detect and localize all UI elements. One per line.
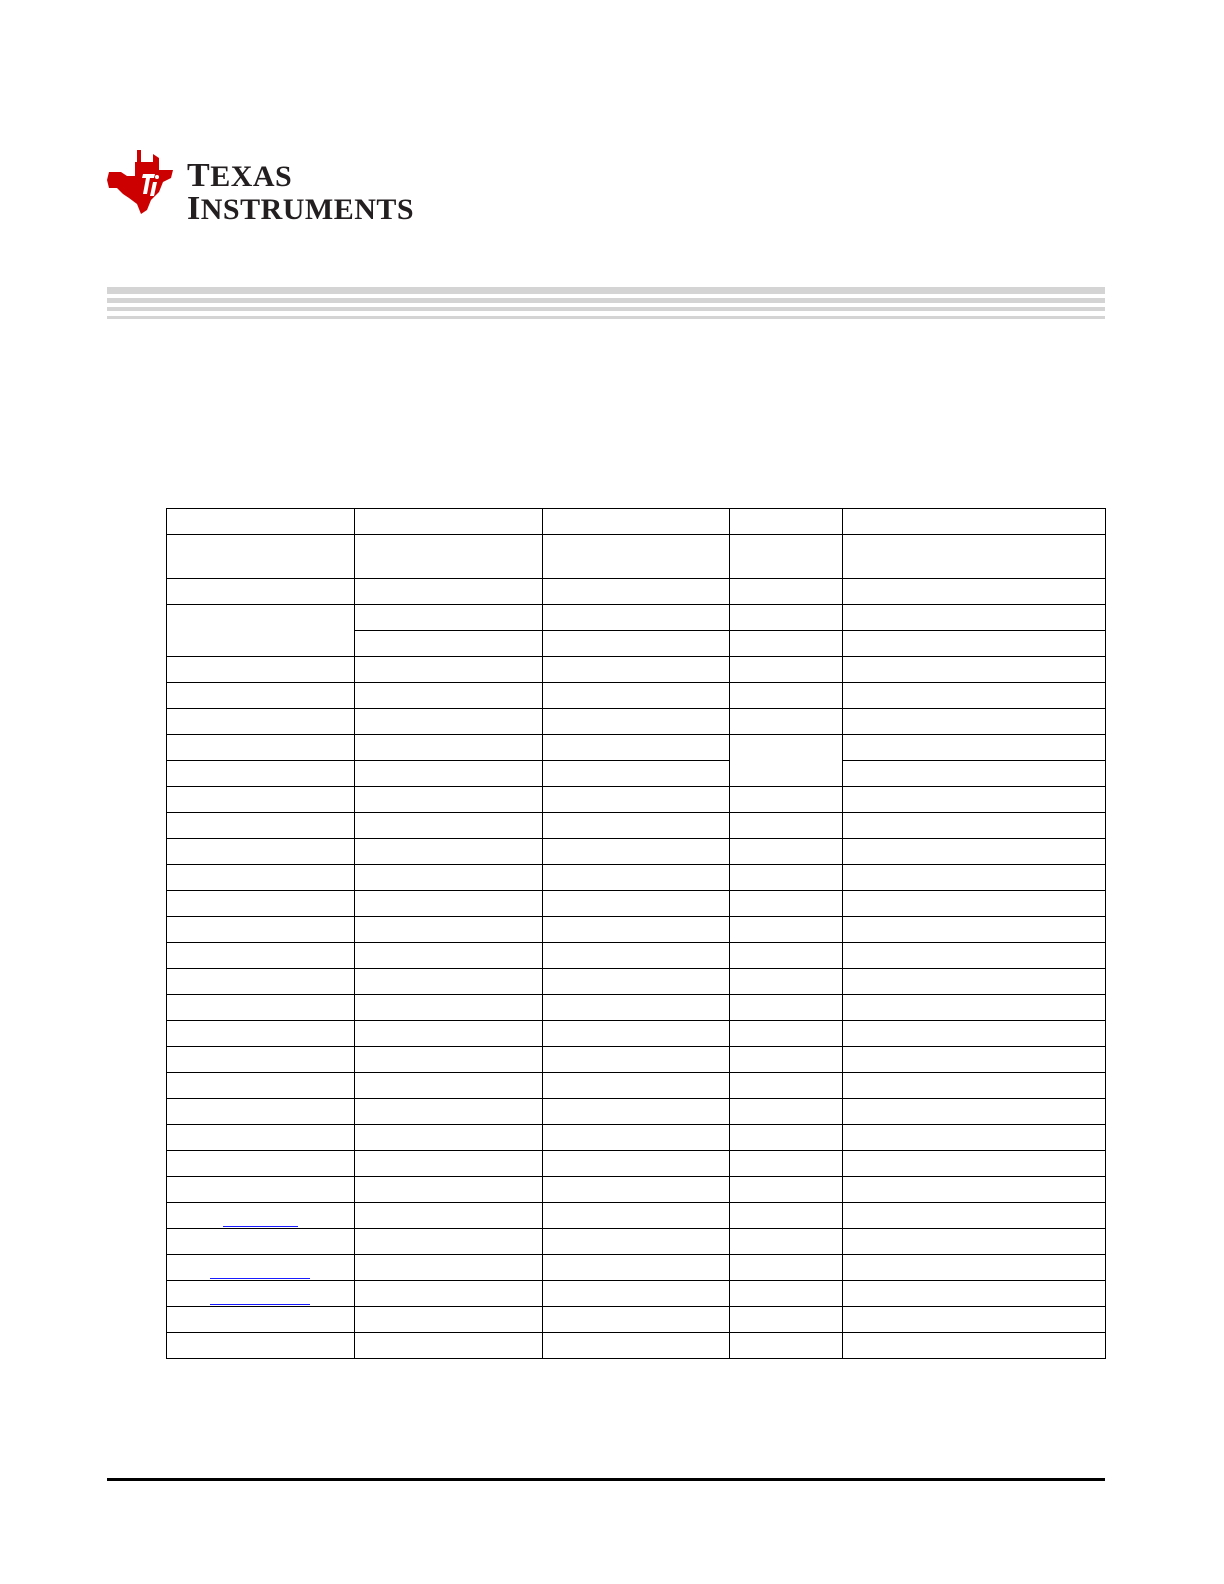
table-row	[167, 657, 1106, 683]
table-row	[167, 1203, 1106, 1229]
table-row	[167, 1125, 1106, 1151]
ti-wordmark	[187, 157, 415, 227]
table-link[interactable]	[223, 1226, 298, 1227]
table-row	[167, 1255, 1106, 1281]
header-rule	[107, 287, 1105, 323]
table-row	[167, 605, 1106, 631]
table-row	[167, 917, 1106, 943]
ti-logo	[107, 148, 427, 228]
table-row	[167, 1073, 1106, 1099]
table-row	[167, 579, 1106, 605]
table-row	[167, 1281, 1106, 1307]
table-row	[167, 787, 1106, 813]
table-row	[167, 761, 1106, 787]
table-row	[167, 1307, 1106, 1333]
logo-line-instruments: INSTRUMENTS	[187, 190, 415, 227]
table-row	[167, 969, 1106, 995]
table-row	[167, 1021, 1106, 1047]
table-row	[167, 709, 1106, 735]
table-row	[167, 891, 1106, 917]
table-row	[167, 1333, 1106, 1359]
data-table	[166, 508, 1106, 1359]
table-row	[167, 1229, 1106, 1255]
table-row	[167, 535, 1106, 579]
table-row	[167, 839, 1106, 865]
table-row	[167, 943, 1106, 969]
ti-bug-icon	[107, 148, 177, 218]
table-link[interactable]	[210, 1304, 310, 1305]
footer-rule	[107, 1478, 1105, 1481]
table-row	[167, 995, 1106, 1021]
table-row	[167, 1151, 1106, 1177]
table-row	[167, 1047, 1106, 1073]
table-row	[167, 1177, 1106, 1203]
table-row	[167, 735, 1106, 761]
logo-line-texas: TEXAS	[187, 157, 293, 194]
table-row	[167, 1099, 1106, 1125]
table-link[interactable]	[210, 1278, 310, 1279]
table-row	[167, 509, 1106, 535]
table-row	[167, 865, 1106, 891]
table-row	[167, 683, 1106, 709]
table-row	[167, 813, 1106, 839]
